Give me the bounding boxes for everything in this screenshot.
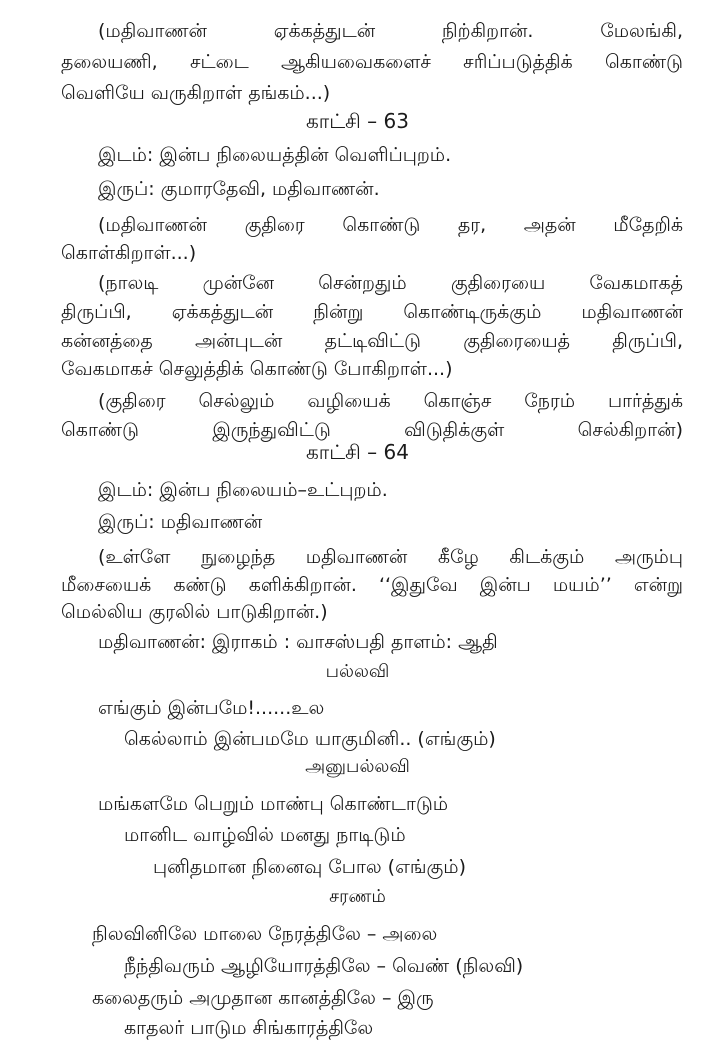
- stage-direction-line: (நாலடி முன்னே சென்றதும் குதிரையை வேகமாகத்: [98, 272, 683, 294]
- stage-direction-line: மீசையைக் கண்டு களிக்கிறான். ‘‘இதுவே இன்ப மயம்’’ என்று: [61, 574, 683, 596]
- charanam-heading: சரணம்: [329, 886, 386, 907]
- song-intro: மதிவாணன்: இராகம் : வாசஸ்பதி தாளம்: ஆதி: [98, 631, 498, 653]
- stage-direction-line: திருப்பி, ஏக்கத்துடன் நின்று கொண்டிருக்கும் மதிவாணன்: [61, 301, 683, 323]
- song-line: கெல்லாம் இன்பமமே யாகுமினி.. (எங்கும்): [124, 728, 496, 750]
- song-line: கலைதரும் அமுதான கானத்திலே – இரு: [92, 987, 434, 1009]
- song-line: நீந்திவரும் ஆழியோரத்திலே – வெண் (நிலவி): [124, 955, 524, 977]
- stage-direction-line: கொண்டு இருந்துவிட்டு விடுதிக்குள் செல்கிறான்): [61, 419, 683, 441]
- stage-direction-line: கன்னத்தை அன்புடன் தட்டிவிட்டு குதிரையைத் திருப்பி,: [61, 330, 683, 352]
- stage-direction-line: (குதிரை செல்லும் வழியைக் கொஞ்ச நேரம் பார்த்துக்: [98, 390, 683, 412]
- stage-direction-line: வெளியே வருகிறாள் தங்கம்...): [61, 82, 331, 104]
- pallavi-heading: பல்லவி: [325, 661, 390, 682]
- song-line: நிலவினிலே மாலை நேரத்திலே – அலை: [92, 923, 438, 945]
- scene-heading: காட்சி – 63: [306, 109, 409, 133]
- scene-place: இடம்: இன்ப நிலையம்–உட்புறம்.: [98, 479, 388, 501]
- stage-direction-line: மெல்லிய குரலில் பாடுகிறான்.): [61, 601, 328, 623]
- scene-heading: காட்சி – 64: [306, 440, 409, 464]
- song-line: மங்களமே பெறும் மாண்பு கொண்டாடும்: [98, 793, 449, 815]
- scene-place: இடம்: இன்ப நிலையத்தின் வெளிப்புறம்.: [98, 144, 452, 166]
- stage-direction-line: (உள்ளே நுழைந்த மதிவாணன் கீழே கிடக்கும் அரும்பு: [98, 546, 683, 568]
- anupallavi-heading: அனுபல்லவி: [305, 756, 410, 777]
- scene-cast: இருப்: குமாரதேவி, மதிவாணன்.: [98, 178, 380, 200]
- song-line: எங்கும் இன்பமே!......உல: [98, 697, 325, 719]
- stage-direction-line: வேகமாகச் செலுத்திக் கொண்டு போகிறாள்...): [61, 358, 453, 380]
- song-line: புனிதமான நினைவு போல (எங்கும்): [153, 856, 467, 878]
- scene-cast: இருப்: மதிவாணன்: [98, 511, 263, 533]
- song-line: மானிட வாழ்வில் மனது நாடிடும்: [124, 824, 406, 846]
- stage-direction-line: (மதிவாணன் குதிரை கொண்டு தர, அதன் மீதேறிக்: [98, 214, 683, 236]
- stage-direction-line: கொள்கிறாள்...): [61, 242, 197, 264]
- stage-direction-line: (மதிவாணன் ஏக்கத்துடன் நிற்கிறான். மேலங்கி,: [98, 20, 683, 42]
- song-line: காதலர் பாடும சிங்காரத்திலே: [124, 1017, 374, 1039]
- stage-direction-line: தலையணி, சட்டை ஆகியவைகளைச் சரிப்படுத்திக் கொண்டு: [61, 51, 683, 73]
